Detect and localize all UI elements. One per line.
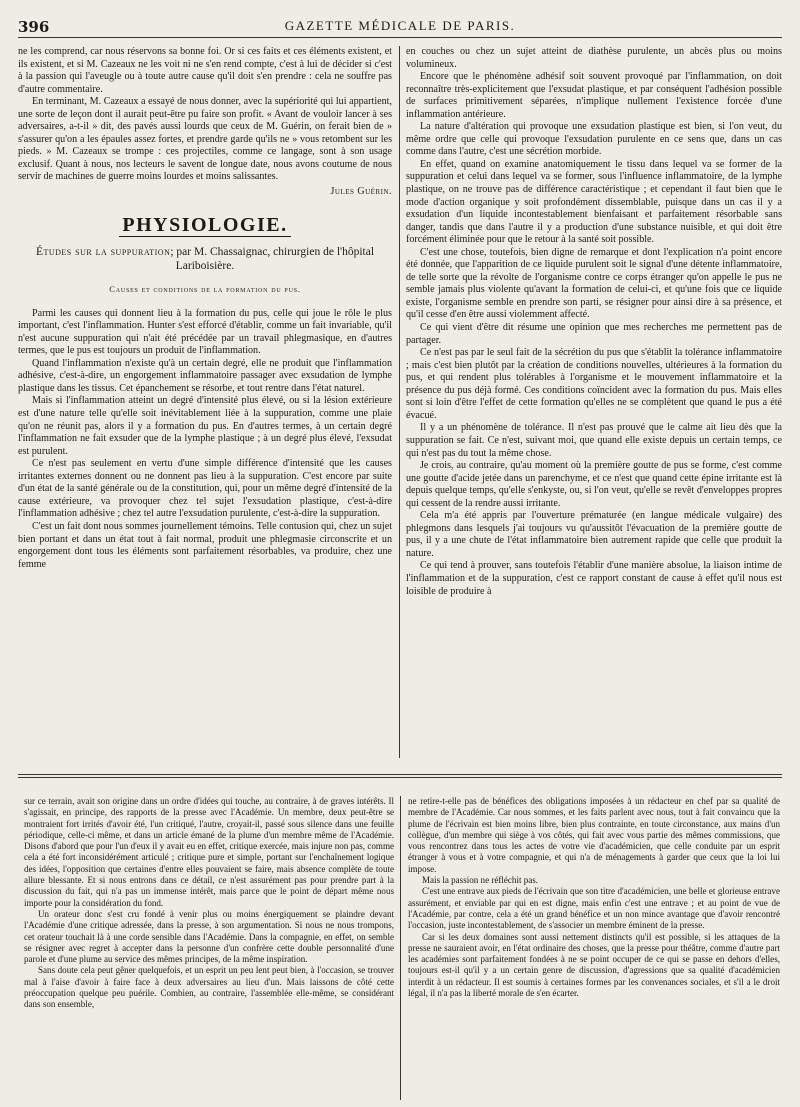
paragraph: Il y a un phénomène de tolérance. Il n'est pas prouvé que le calme ait lieu dès que la suppuration se fait. Ce n'est, suivant moi, que quand elle existe depuis un certain temps, ce qui n'est pas du tout la même chose. — [406, 422, 782, 459]
paragraph: En effet, quand on examine anatomiquement le tissu dans lequel va se former de la suppuration et celui dans lequel va se former, sous l'influence inflammatoire, de la lymphe plastique, on ne trouve pas de différence caractéristique ; et cependant il faut bien que le mode d'action organique y soit profondément dissemblable, puisque dans un cas il y a exsudation d'un liquide incontestablement bienfaisant et parfaitement résorbable sans danger, tandis que dans l'autre il y a production d'une substance nuisible, et qui doit être forcément éliminée pour que le retour à la santé soit possible. — [406, 158, 782, 246]
paragraph: Quand l'inflammation n'existe qu'à un certain degré, elle ne produit que l'inflammation adhésive, c'est-à-dire, un engorgement inflammatoire passager avec exsudation de lymphe plastique dans les tissus. Cet épanchement se résorbe, et tout rentre dans l'état naturel. — [18, 357, 392, 394]
column-divider — [399, 46, 400, 758]
paragraph: Parmi les causes qui donnent lieu à la formation du pus, celle qui joue le rôle le plus important, c'est l'inflammation. Hunter s'est efforcé d'établir, comme un fait invariable, qu'il n'est aucune suppuration qui n'ait été précédée par un travail phlegmasique, en d'autres termes, que le pus est toujours un produit de l'inflammation. — [18, 307, 392, 357]
feuilleton-divider-double — [18, 777, 782, 778]
paragraph: En terminant, M. Cazeaux a essayé de nous donner, avec la supériorité qui lui appartient, une sorte de leçon dont il aurait peut-être pu faire son profit. « Avant de vouloir lancer à ses adversaires, a-t-il » dit, des pavés aussi lourds que ceux de M. Guérin, on ferait bien de » s'assurer qu'on a les épaules assez fortes, et prendre garde qu'ils ne » vous retombent sur les pieds. » M. Cazeaux se trompe : ces projectiles, comme ce langage, sont à son usage exclusif. Quant à nous, nos lecteurs le savent de longue date, nous avons coutume de nous servir de machines de guerre moins lourdes et moins salissantes. — [18, 96, 392, 183]
feuilleton-divider — [18, 774, 782, 775]
study-title — [18, 245, 392, 273]
lower-left-column — [24, 796, 394, 1100]
paragraph: Ce n'est pas par le seul fait de la sécrétion du pus que s'établit la tolérance inflammatoire ; mais c'est bien plutôt par la création de conditions nouvelles, ultérieures à la formation du pus, et qui rendent plus tolérables à l'organisme et le mouvement inflammatoire et la présence du pus déjà formé. Ces conditions coïncident avec la formation du pus. Mais elles sont si loin d'être l'effet de cette formation qu'elles ne se complètent que quand le pus a été évacué. — [406, 347, 782, 421]
paragraph: C'est une entrave aux pieds de l'écrivain que son titre d'académicien, une belle et glorieuse entrave assurément, et enviable par qui en est digne, mais enfin c'est une entrave ; et au point de vue de l'Académie, par contre, cela a été un grand bénéfice et un non mince avantage que d'avoir rencontré l'occasion, juste incontestablement, de s'associer un membre éminent de la presse. — [408, 886, 780, 931]
paragraph: Ce n'est pas seulement en vertu d'une simple différence d'intensité que les causes irritantes externes donnent ou ne donnent pas lieu à la suppuration. C'est encore par suite d'un état de la santé générale ou de la constitution, qui, pour un même degré d'intensité de la cause extérieure, va provoquer chez tel sujet l'exsudation plastique, c'est-à-dire l'inflammation adhésive ; chez tel autre l'exsudation purulente, c'est-à-dire la suppuration. — [18, 458, 392, 520]
paragraph: sur ce terrain, avait son origine dans un ordre d'idées qui touche, au contraire, à de graves intérêts. Il s'agissait, en principe, des rapports de la presse avec l'Académie. Un membre, deux peut-être se montraient fort irrités d'avoir été, l'un critiqué, l'autre, croyait-il, passé sous silence dans une feuille périodique, celle-ci même, et dans un article émané de la plume d'un membre même de l'Académie. Disons d'abord que pour l'un d'eux il y avait eu en effet, critique exercée, mais injure non pas, comme cela a été fort inconsidérément articulé ; critique pure et simple, portant sur l'enchaînement logique des idées, l'opposition que certaines d'entre elles pouvaient se faire, mais absence complète de toute allure blessante. Et si nous entrons dans ce détail, ce n'est assurément pas pour prendre part à la discussion du fait, qui n'a pas un immense intérêt, mais parce que le point de départ même nous importe pour la considération du fond. — [24, 796, 394, 908]
paragraph: C'est un fait dont nous sommes journellement témoins. Telle contusion qui, chez un sujet bien portant et dans un état tout à fait normal, produit une phlegmasie circonscrite et un engorgement dont tous les éléments sont parfaitement résorbables, va produire, chez une femme — [18, 520, 392, 570]
page-header — [18, 16, 782, 38]
paragraph: Encore que le phénomène adhésif soit souvent provoqué par l'inflammation, on doit reconnaître très-explicitement que l'exsudat plastique, et par conséquent l'adhésion possible de surfaces primitivement séparées, n'implique nullement l'existence forcée d'une inflammation antérieure. — [406, 71, 782, 120]
journal-title: GAZETTE MÉDICALE DE PARIS. — [284, 18, 516, 33]
paragraph: Mais si l'inflammation atteint un degré d'intensité plus élevé, ou si la lésion extérieure est d'une nature telle qu'elle soit inévitablement liée à la suppuration, comme une plaie qu'on ne réunit pas, alors il y a formation du pus. En d'autres termes, à un certain degré l'inflammation ne fait exsuder que de la lymphe plastique ; à un degré plus élevé, l'exsudat est purulent. — [18, 395, 392, 457]
paragraph: Je crois, au contraire, qu'au moment où la première goutte de pus se forme, c'est comme une goutte d'acide jetée dans un parenchyme, et ce n'est que quand cette épine irritante est là depuis quelque temps, qu'elle s'enkyste, ou, si l'on veut, qu'elle se revêt d'enveloppes propres qui cessent de la rendre aussi irritante. — [406, 460, 782, 509]
section-title-text: PHYSIOLOGIE. — [119, 214, 290, 237]
paragraph: ne retire-t-elle pas de bénéfices des obligations imposées à un rédacteur en chef par sa qualité de membre de l'Académie. Car nous sommes, et les faits parlent avec nous, tout à fait convaincu que la plume de l'écrivain est bien moins libre, bien plus contrainte, en toute circonstance, aux mains d'un collègue, d'un membre qui siège à vos côtés, qui fait avec vous partie des mêmes commissions, que vous rencontrez dans tous les actes de votre vie d'académicien, que celle conduite par un esprit étranger à vous et à votre compagnie, et qui n'a de ménagements à garder que ceux que la loi lui impose. — [408, 796, 780, 874]
paragraph: Cela m'a été appris par l'ouverture prématurée (en langue médicale vulgaire) des phlegmons dans lesquels j'ai toujours vu qu'aussitôt l'évacuation de la première goutte de pus, il y a une chute de l'état inflammatoire bien autrement rapide que celle que produit la nature. — [406, 510, 782, 559]
paragraph: C'est une chose, toutefois, bien digne de remarque et dont l'explication n'a point encore été donnée, que l'apparition de ce liquide purulent soit le signal d'une détente inflammatoire, de telle sorte que la révolte de l'organisme contre ce corps étranger qu'on appelle le pus ne semble jamais plus violente qu'avant la formation de celui-ci, et qu'une fois que ce liquide existe, l'organisme semble en prendre son parti, se résigner pour ainsi dire à sa présence, et qu'il cesse d'en être aussi violemment affecté. — [406, 246, 782, 321]
paragraph: La nature d'altération qui provoque une exsudation plastique est bien, si l'on veut, du même ordre que celle qui provoque l'exsudation purulente en ce sens que, dans un cas comme dans l'autre, c'est une sécrétion morbide. — [406, 121, 782, 158]
chapter-title: Causes et conditions de la formation du pus. — [109, 284, 301, 295]
paragraph: Ce qui vient d'être dit résume une opinion que mes recherches me permettent pas de partager. — [406, 322, 782, 346]
study-title-rest: ; par M. Chassaignac, chirurgien de l'hôpital Lariboisière. — [170, 246, 375, 273]
paragraph: Car si les deux domaines sont aussi nettement distincts qu'il est possible, si les attaques de la presse ne sauraient avoir, en l'état ordinaire des choses, que la presse pour théâtre, comme d'autre part les académies sont parfaitement fondées à ne se point occuper de ce qui se passe en dehors d'elles, toujours est-il qu'il y a un certain genre de discussion, d'agressions que sa qualité d'académicien interdit à un rédacteur. Il est soumis à certaines formes par les convenances sociales, et s'il a le droit légal, il n'a pas la liberté morale de s'en écarter. — [408, 931, 780, 999]
section-title — [18, 213, 392, 236]
page-number: 396 — [18, 18, 50, 36]
lower-right-column — [408, 796, 780, 1100]
upper-right-column — [406, 46, 782, 758]
paragraph: Un orateur donc s'est cru fondé à venir plus ou moins énergiquement se plaindre devant l'Académie d'une critique adressée, dans la presse, à son argumentation. Si nous ne nous trompons, cet orateur touchait là à une corde sensible dans l'Académie. Dans la compagnie, en effet, on semble se résigner avec regret à accepter dans la personne d'un confrère cette double personnalité d'une parole et d'une plume au service des mêmes principes, de la même inspiration. — [24, 908, 394, 965]
paragraph: Mais la passion ne réfléchit pas. — [422, 875, 539, 886]
paragraph: Ce qui tend à prouver, sans toutefois l'établir d'une manière absolue, la liaison intime de l'inflammation et de la suppuration, c'est ce rapport constant de cause à effet qu'il nous est loisible de produire à — [406, 560, 782, 597]
upper-left-column — [18, 46, 392, 758]
paragraph: en couches ou chez un sujet atteint de diathèse purulente, un abcès plus ou moins volumineux. — [406, 46, 782, 70]
column-divider — [400, 796, 401, 1100]
signature: Jules Guérin. — [330, 186, 392, 198]
paragraph: ne les comprend, car nous réservons sa bonne foi. Or si ces faits et ces éléments existent, et ils existent, et si M. Cazeaux ne les voit ni ne s'en rend compte, c'est à lui de décider si c'est à la passion qui l'aveugle ou à toute autre cause qu'il doit s'en prendre : cela ne souffre pas d'autre commentaire. — [18, 46, 392, 95]
paragraph: Sans doute cela peut gêner quelquefois, et un esprit un peu lent peut bien, à l'occasion, se trouver mal à l'aise d'avoir à faire face à deux adversaires au lieu d'un. Mais laissons de côté cette préoccupation quelque peu puérile. Combien, au contraire, l'assemblée elle-même, se considérant dans son ensemble, — [24, 965, 394, 1010]
study-title-prefix: Études sur la suppuration — [35, 246, 171, 259]
